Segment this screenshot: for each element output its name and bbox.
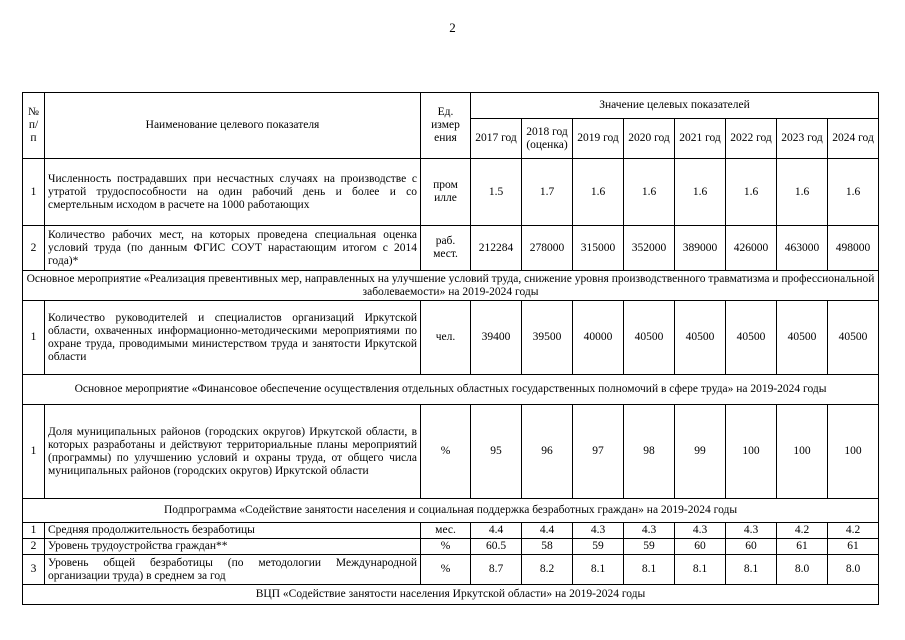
- row-unit: мес.: [421, 523, 471, 539]
- row-name: Доля муниципальных районов (городских округов) Иркутской области, в которых разработаны и действуют территориальные планы мероприятий (программы) по улучшению условий и охраны труда, от общего числа муниципальных районов (городских округов) Иркутской области: [45, 405, 421, 499]
- section-title: Подпрограмма «Содействие занятости населения и социальная поддержка безработных граждан» на 2019-2024 годы: [23, 499, 879, 523]
- row-value: 1.6: [828, 159, 879, 226]
- row-value: 59: [624, 539, 675, 555]
- row-name: Количество руководителей и специалистов организаций Иркутской области, охваченных информационно-методическими мероприятиями по охране труда, проводимыми министерством труда и занятости Иркутской области: [45, 301, 421, 375]
- row-value: 389000: [675, 226, 726, 271]
- row-unit: %: [421, 405, 471, 499]
- row-unit: %: [421, 539, 471, 555]
- table-row: [23, 159, 879, 226]
- row-value: 40000: [573, 301, 624, 375]
- table-row: [23, 301, 879, 375]
- row-value: 1.7: [522, 159, 573, 226]
- header-unit: Ед. измер ения: [421, 93, 471, 159]
- row-value: 4.3: [573, 523, 624, 539]
- header-num: № п/п: [23, 93, 45, 159]
- row-value: 1.6: [726, 159, 777, 226]
- section-title: Основное мероприятие «Финансовое обеспечение осуществления отдельных областных государственных полномочий в сфере труда» на 2019-2024 годы: [23, 375, 879, 405]
- row-value: 1.5: [471, 159, 522, 226]
- header-year: 2017 год: [471, 119, 522, 159]
- row-unit: чел.: [421, 301, 471, 375]
- row-num: 1: [23, 159, 45, 226]
- row-value: 8.0: [828, 555, 879, 585]
- row-value: 4.2: [777, 523, 828, 539]
- section-row: [23, 375, 879, 405]
- row-value: 8.2: [522, 555, 573, 585]
- page-number: 2: [449, 20, 456, 35]
- row-name: Средняя продолжительность безработицы: [45, 523, 421, 539]
- row-value: 1.6: [624, 159, 675, 226]
- row-value: 58: [522, 539, 573, 555]
- row-name: Уровень общей безработицы (по методологии Международной организации труда) в среднем за год: [45, 555, 421, 585]
- row-value: 463000: [777, 226, 828, 271]
- row-value: 40500: [675, 301, 726, 375]
- row-value: 8.1: [573, 555, 624, 585]
- row-value: 4.2: [828, 523, 879, 539]
- header-year: 2020 год: [624, 119, 675, 159]
- header-row-1: [23, 93, 879, 119]
- row-value: 99: [675, 405, 726, 499]
- header-name: Наименование целевого показателя: [45, 93, 421, 159]
- row-value: 1.6: [777, 159, 828, 226]
- section-row: [23, 271, 879, 301]
- header-year: 2022 год: [726, 119, 777, 159]
- row-value: 498000: [828, 226, 879, 271]
- section-title: ВЦП «Содействие занятости населения Иркутской области» на 2019-2024 годы: [23, 585, 879, 605]
- row-value: 100: [726, 405, 777, 499]
- row-value: 1.6: [675, 159, 726, 226]
- row-value: 39500: [522, 301, 573, 375]
- row-value: 61: [777, 539, 828, 555]
- header-year: 2023 год: [777, 119, 828, 159]
- row-name: Численность пострадавших при несчастных случаях на производстве с утратой трудоспособности на один рабочий день и более и со смертельным исходом в расчете на 1000 работающих: [45, 159, 421, 226]
- row-value: 278000: [522, 226, 573, 271]
- table-row: [23, 523, 879, 539]
- header-year: 2018 год (оценка): [522, 119, 573, 159]
- row-value: 8.1: [726, 555, 777, 585]
- row-value: 96: [522, 405, 573, 499]
- row-value: 40500: [828, 301, 879, 375]
- row-name: Количество рабочих мест, на которых проведена специальная оценка условий труда (по данным ФГИС СОУТ нарастающим итогом с 2014 года)*: [45, 226, 421, 271]
- section-row: [23, 585, 879, 605]
- row-num: 3: [23, 555, 45, 585]
- row-value: 98: [624, 405, 675, 499]
- row-value: 100: [777, 405, 828, 499]
- row-value: 8.7: [471, 555, 522, 585]
- table-row: [23, 405, 879, 499]
- row-value: 8.0: [777, 555, 828, 585]
- row-value: 40500: [777, 301, 828, 375]
- row-num: 2: [23, 226, 45, 271]
- row-value: 60.5: [471, 539, 522, 555]
- table-row: [23, 539, 879, 555]
- row-name: Уровень трудоустройства граждан**: [45, 539, 421, 555]
- target-indicators-table: [22, 92, 879, 605]
- table-row: [23, 555, 879, 585]
- row-value: 315000: [573, 226, 624, 271]
- row-value: 61: [828, 539, 879, 555]
- row-value: 59: [573, 539, 624, 555]
- row-value: 4.4: [471, 523, 522, 539]
- row-value: 426000: [726, 226, 777, 271]
- row-value: 97: [573, 405, 624, 499]
- row-value: 8.1: [624, 555, 675, 585]
- row-value: 60: [726, 539, 777, 555]
- header-year: 2021 год: [675, 119, 726, 159]
- row-value: 4.3: [624, 523, 675, 539]
- header-values-title: Значение целевых показателей: [471, 93, 879, 119]
- row-value: 212284: [471, 226, 522, 271]
- row-value: 4.4: [522, 523, 573, 539]
- row-value: 352000: [624, 226, 675, 271]
- row-value: 40500: [624, 301, 675, 375]
- row-num: 1: [23, 405, 45, 499]
- section-title: Основное мероприятие «Реализация превентивных мер, направленных на улучшение условий труда, снижение уровня производственного травматизма и профессиональной заболеваемости» на 2019-2024 годы: [23, 271, 879, 301]
- row-num: 1: [23, 523, 45, 539]
- row-value: 100: [828, 405, 879, 499]
- section-row: [23, 499, 879, 523]
- table-row: [23, 226, 879, 271]
- row-value: 4.3: [675, 523, 726, 539]
- row-unit: раб. мест.: [421, 226, 471, 271]
- row-num: 1: [23, 301, 45, 375]
- header-year: 2024 год: [828, 119, 879, 159]
- row-value: 95: [471, 405, 522, 499]
- row-value: 40500: [726, 301, 777, 375]
- header-year: 2019 год: [573, 119, 624, 159]
- row-value: 1.6: [573, 159, 624, 226]
- row-unit: %: [421, 555, 471, 585]
- row-value: 4.3: [726, 523, 777, 539]
- row-unit: пром илле: [421, 159, 471, 226]
- row-value: 60: [675, 539, 726, 555]
- row-num: 2: [23, 539, 45, 555]
- row-value: 39400: [471, 301, 522, 375]
- row-value: 8.1: [675, 555, 726, 585]
